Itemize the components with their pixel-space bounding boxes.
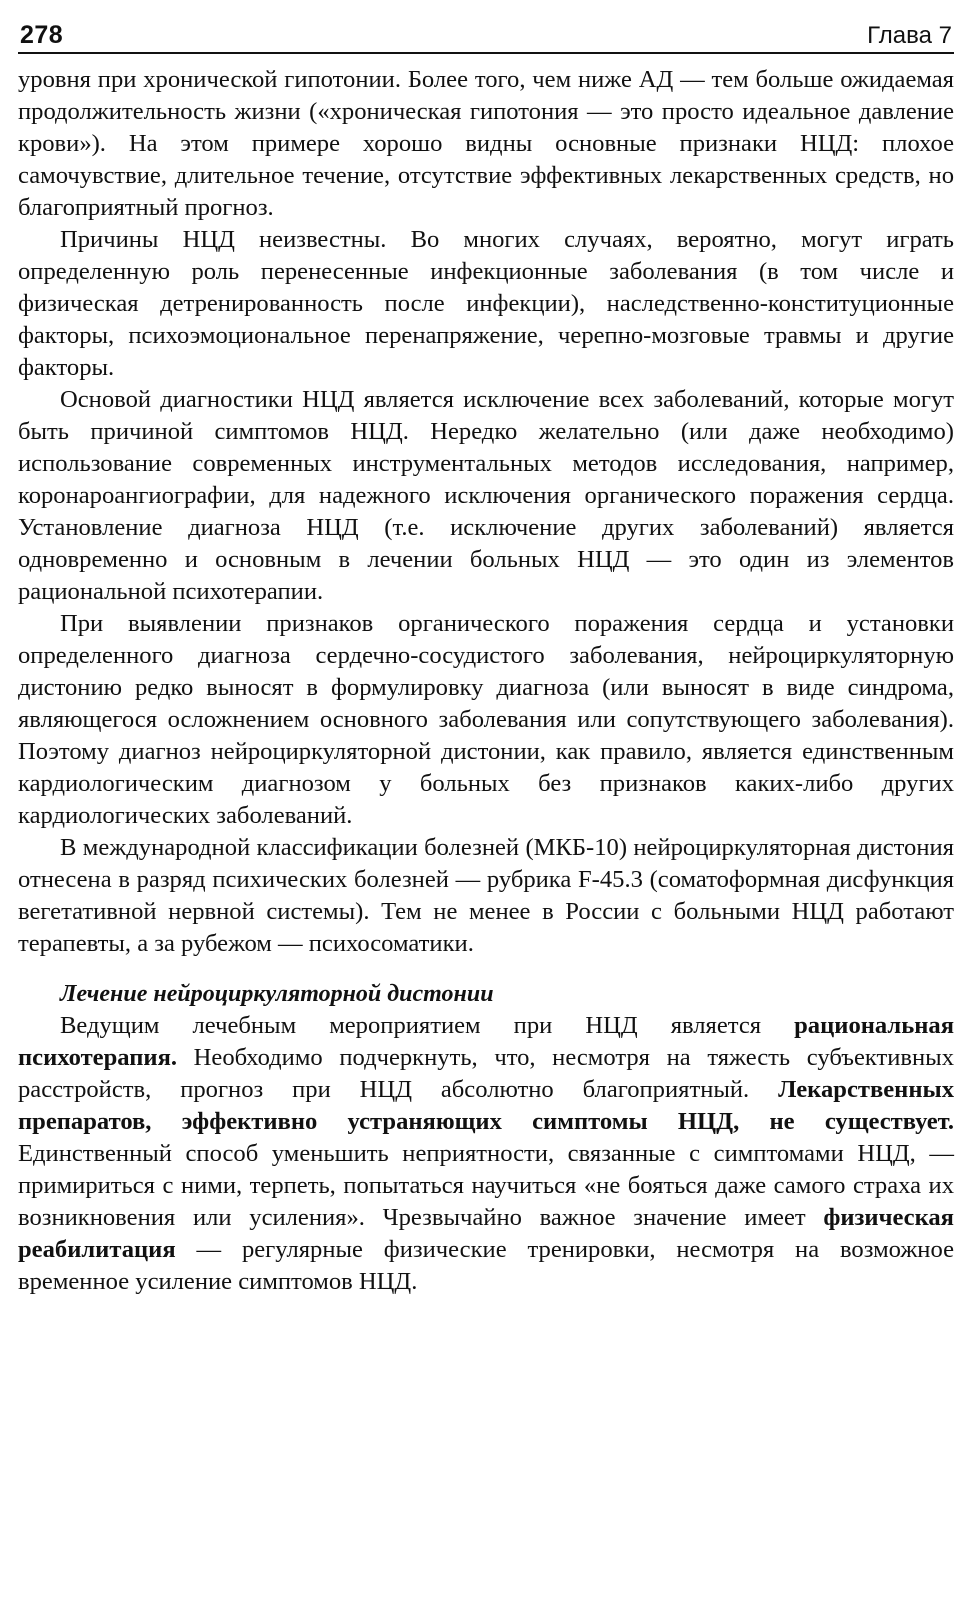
chapter-title: Глава 7 (867, 22, 952, 49)
book-page (18, 18, 954, 1298)
page-number: 278 (20, 21, 64, 49)
paragraph: уровня при хронической гипотонии. Более того, чем ниже АД — тем больше ожидаемая продолжительность жизни («хроническая гипотония — это просто идеальное давление крови»). На этом примере хорошо видны основные признаки НЦД: плохое самочувствие, длительное течение, отсутствие эффективных лекарственных средств, но благоприятный прогноз. (18, 66, 954, 221)
bold-text: физическая реабилитация (18, 1204, 954, 1263)
paragraph: В международной классификации болезней (МКБ-10) нейроциркуляторная дистония отнесена в разряд психических болезней — рубрика F-45.3 (соматоформная дисфункция вегетативной нервной системы). Тем не менее в России с больными НЦД работают терапевты, а за рубежом — психосоматики. (18, 834, 954, 957)
paragraph: Основой диагностики НЦД является исключение всех заболеваний, которые могут быть причиной симптомов НЦД. Нередко желательно (или даже необходимо) использование современных инструментальных методов исследования, например, коронароангиографии, для надежного исключения органического поражения сердца. Установление диагноза НЦД (т.е. исключение других заболеваний) является одновременно и основным в лечении больных НЦД — это один из элементов рациональной психотерапии. (18, 386, 954, 605)
text-run: — регулярные физические тренировки, несмотря на возможное временное усиление симптомов НЦД. (18, 1236, 954, 1295)
paragraph: При выявлении признаков органического поражения сердца и установки определенного диагноза сердечно-сосудистого заболевания, нейроциркуляторную дистонию редко выносят в формулировку диагноза (или выносят в виде синдрома, являющегося осложнением основного заболевания или сопутствующего заболевания). Поэтому диагноз нейроциркуляторной дистонии, как правило, является единственным кардиологическим диагнозом у больных без признаков каких-либо других кардиологических заболеваний. (18, 610, 954, 829)
section-heading: Лечение нейроциркуляторной дистонии (60, 981, 494, 1007)
page-header (18, 18, 954, 54)
bold-text: рациональная психотерапия. (18, 1012, 954, 1071)
bold-text: Лекарственных препаратов, эффективно устраняющих симптомы НЦД, не существует. (18, 1076, 954, 1135)
paragraph: Причины НЦД неизвестны. Во многих случаях, вероятно, могут играть определенную роль перенесенные инфекционные заболевания (в том числе и физическая детренированность после инфекции), наследственно-конституционные факторы, психоэмоциональное перенапряжение, черепно-мозговые травмы и другие факторы. (18, 226, 954, 381)
text-run: Ведущим лечебным мероприятием при НЦД является (60, 1012, 795, 1039)
body-text (18, 64, 954, 1298)
paragraph (18, 1010, 954, 1298)
text-run: Единственный способ уменьшить неприятности, связанные с симптомами НЦД, — примириться с ними, терпеть, попытаться научиться «не бояться даже самого страха их возникновения или усиления». Чрезвычайно важное значение имеет (18, 1140, 954, 1231)
text-run: Необходимо подчеркнуть, что, несмотря на тяжесть субъективных расстройств, прогноз при НЦД абсолютно благоприятный. (18, 1044, 954, 1103)
